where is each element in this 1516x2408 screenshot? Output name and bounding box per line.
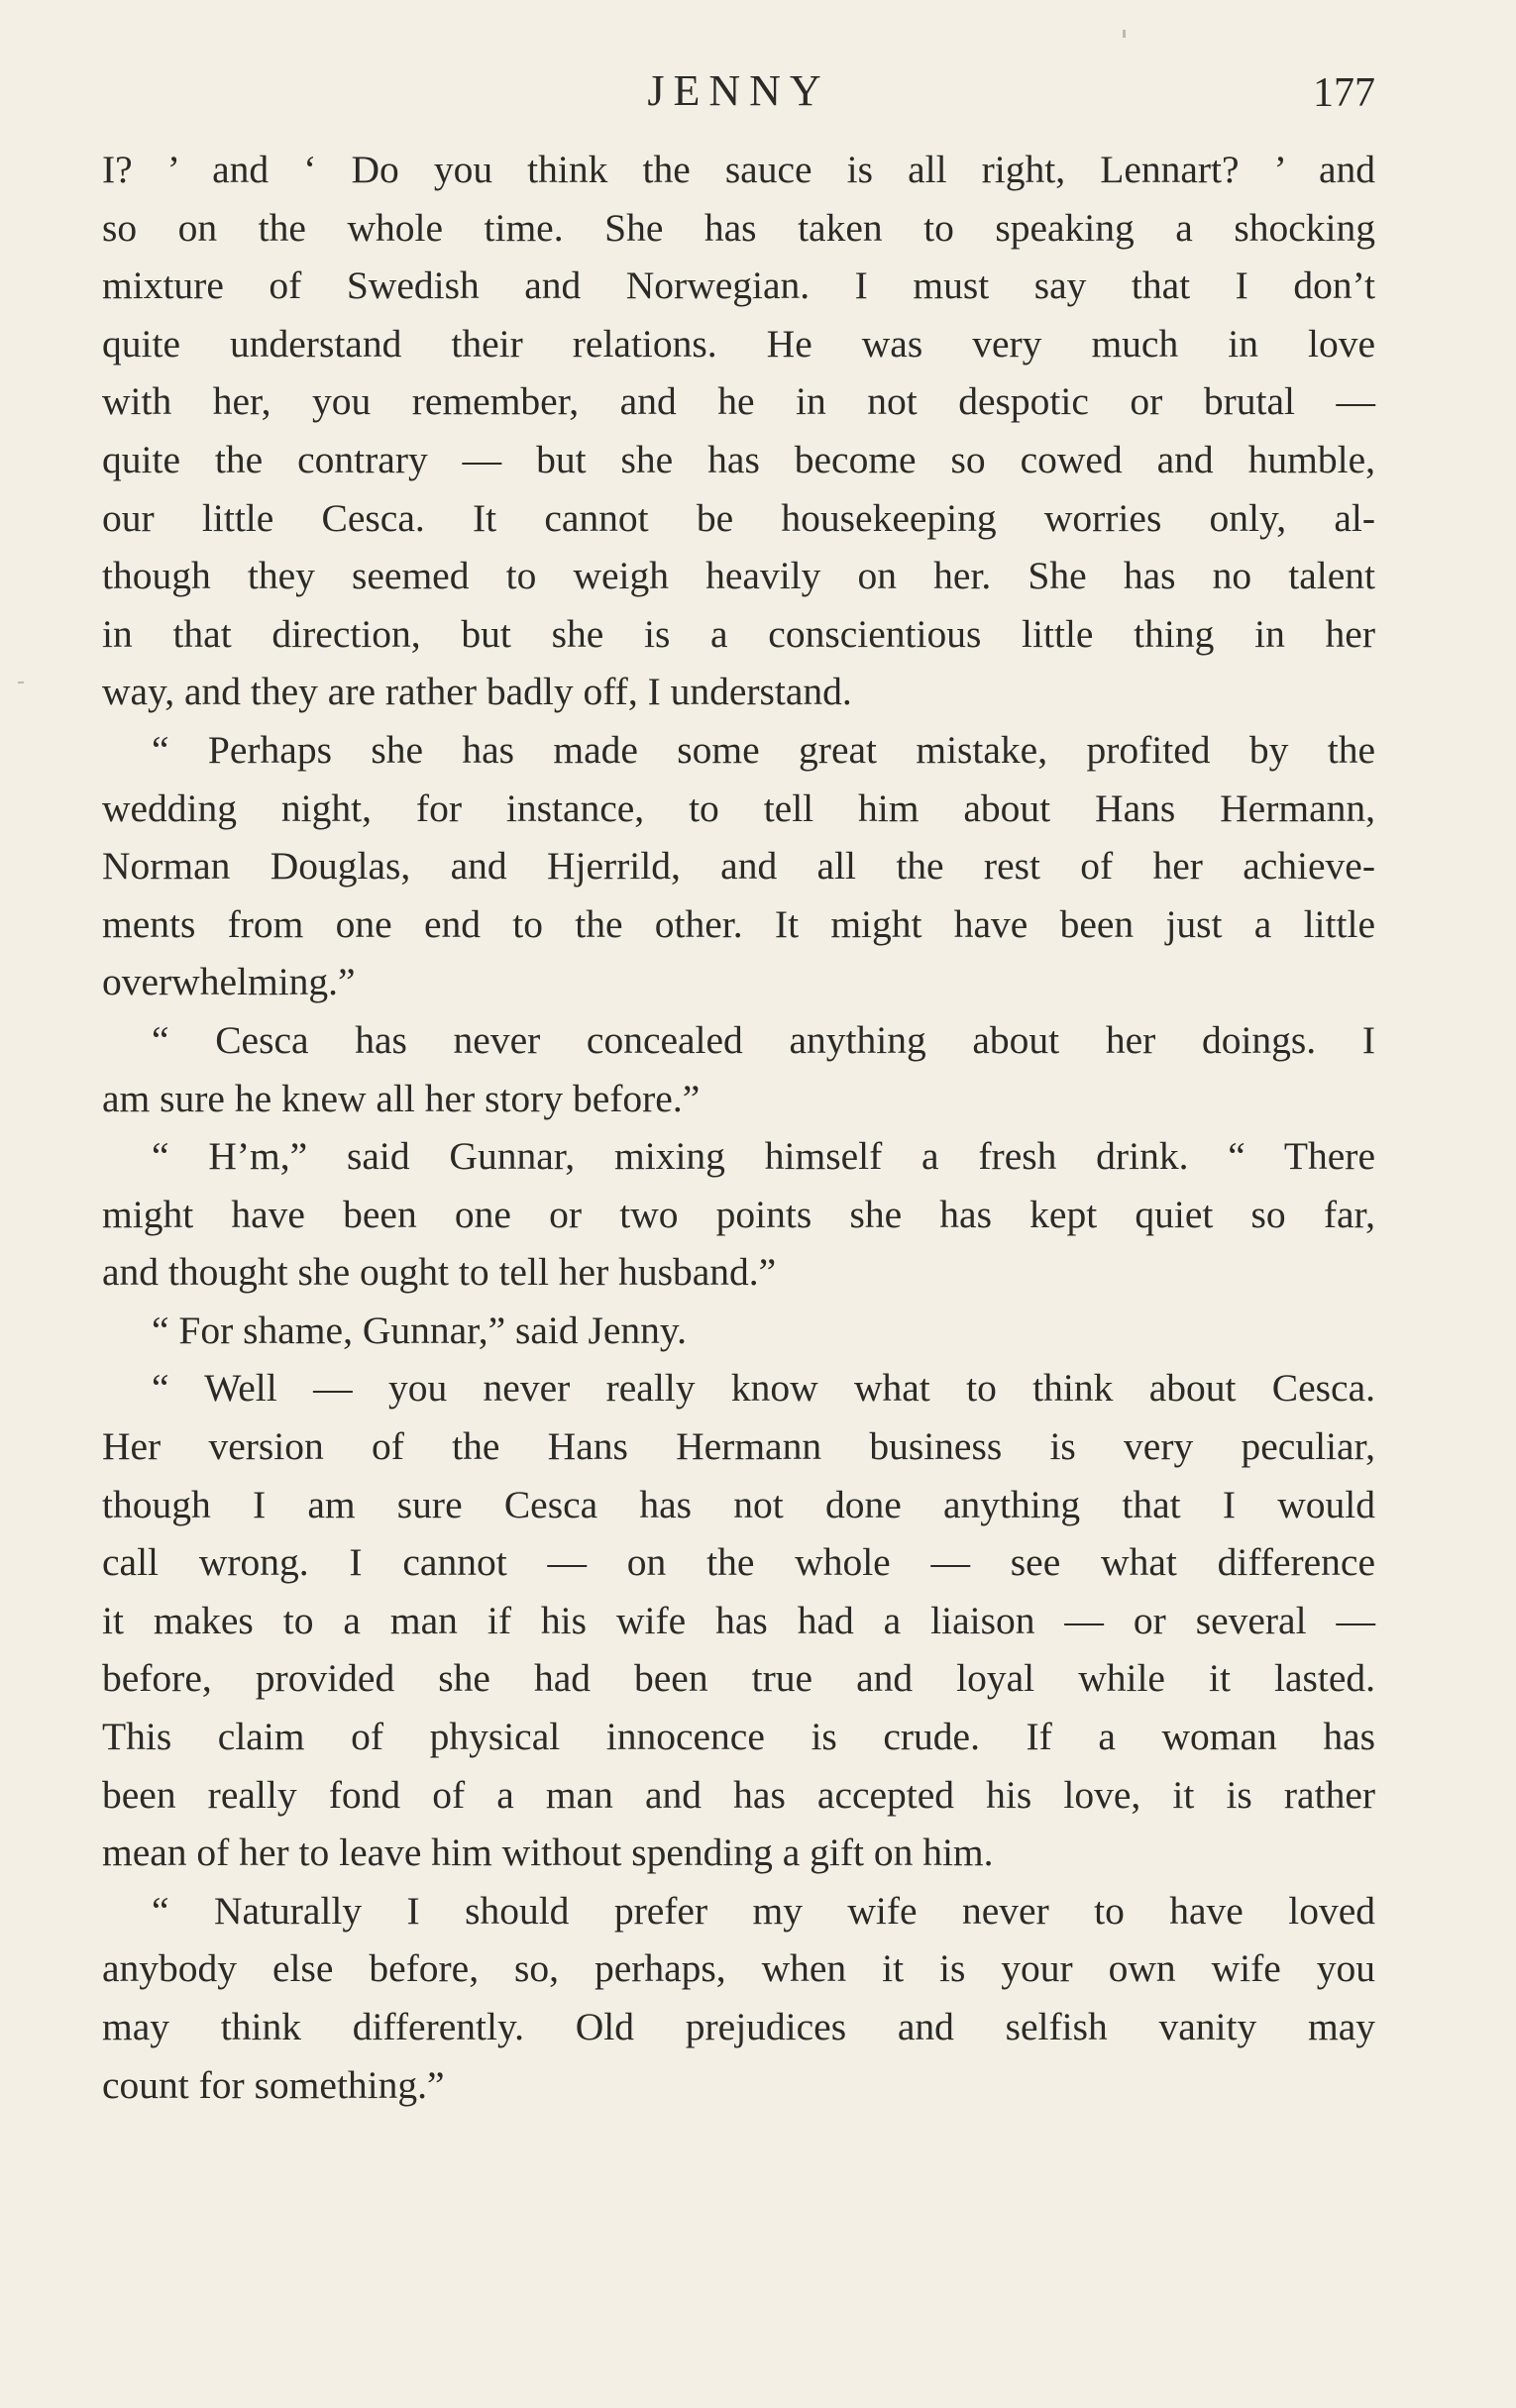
text-line: in that direction, but she is a conscientious little thing in her xyxy=(102,611,1375,656)
text-line: quite the contrary — but she has become so cowed and humble, xyxy=(102,437,1375,481)
text-line: it makes to a man if his wife has had a liaison — or several — xyxy=(102,1598,1375,1642)
text-line: may think differently. Old prejudices and selfish vanity may xyxy=(102,2005,1375,2048)
text-line: count for something.” xyxy=(102,2062,445,2107)
text-line: “ H’m,” said Gunnar, mixing himself a fresh drink. “ There xyxy=(152,1134,1375,1179)
text-line: our little Cesca. It cannot be housekeeping worries only, al- xyxy=(102,495,1375,540)
text-line: “ Cesca has never concealed anything about her doings. I xyxy=(152,1017,1375,1062)
text-line: ments from one end to the other. It might have been just a little xyxy=(102,901,1375,946)
page-header xyxy=(102,61,1375,121)
text-line: though I am sure Cesca has not done anything that I would xyxy=(102,1482,1375,1526)
text-line: before, provided she had been true and loyal while it lasted. xyxy=(102,1656,1375,1701)
text-line: am sure he knew all her story before.” xyxy=(102,1076,701,1120)
body-text xyxy=(102,141,1375,2114)
text-line: I? ’ and ‘ Do you think the sauce is all right, Lennart? ’ and xyxy=(102,148,1375,191)
text-line: “ Well — you never really know what to think about Cesca. xyxy=(152,1366,1375,1411)
page-number: 177 xyxy=(1313,70,1375,116)
text-line: Norman Douglas, and Hjerrild, and all the rest of her achieve- xyxy=(102,844,1375,889)
text-line: way, and they are rather badly off, I understand. xyxy=(102,670,852,714)
text-line: been really fond of a man and has accepted his love, it is rather xyxy=(102,1772,1375,1817)
running-title: JENNY xyxy=(647,66,830,115)
text-line: wedding night, for instance, to tell him about Hans Hermann, xyxy=(102,785,1375,830)
text-line: so on the whole time. She has taken to speaking a shocking xyxy=(102,205,1375,250)
text-line: “ Naturally I should prefer my wife never to have loved xyxy=(152,1888,1375,1933)
text-line: This claim of physical innocence is crude. If a woman has xyxy=(102,1715,1375,1759)
text-line: and thought she ought to tell her husband.” xyxy=(102,1250,777,1295)
text-line: mean of her to leave him without spending a gift on him. xyxy=(102,1831,994,1875)
text-line: overwhelming.” xyxy=(102,960,356,1004)
text-line: quite understand their relations. He was very much in love xyxy=(102,321,1375,366)
text-line: might have been one or two points she has kept quiet so far, xyxy=(102,1192,1375,1236)
paper-speck xyxy=(18,681,24,683)
paper-speck xyxy=(1123,30,1126,38)
text-line: though they seemed to weigh heavily on her. She has no talent xyxy=(102,554,1375,598)
text-line: mixture of Swedish and Norwegian. I must say that I don’t xyxy=(102,263,1375,308)
text-line: “ Perhaps she has made some great mistake, profited by the xyxy=(152,727,1375,772)
text-line: Her version of the Hans Hermann business is very peculiar, xyxy=(102,1424,1375,1469)
text-line: anybody else before, so, perhaps, when it is your own wife you xyxy=(102,1946,1375,1991)
text-line: with her, you remember, and he in not despotic or brutal — xyxy=(102,379,1375,424)
text-line: “ For shame, Gunnar,” said Jenny. xyxy=(152,1308,687,1352)
text-line: call wrong. I cannot — on the whole — see what difference xyxy=(102,1540,1375,1585)
